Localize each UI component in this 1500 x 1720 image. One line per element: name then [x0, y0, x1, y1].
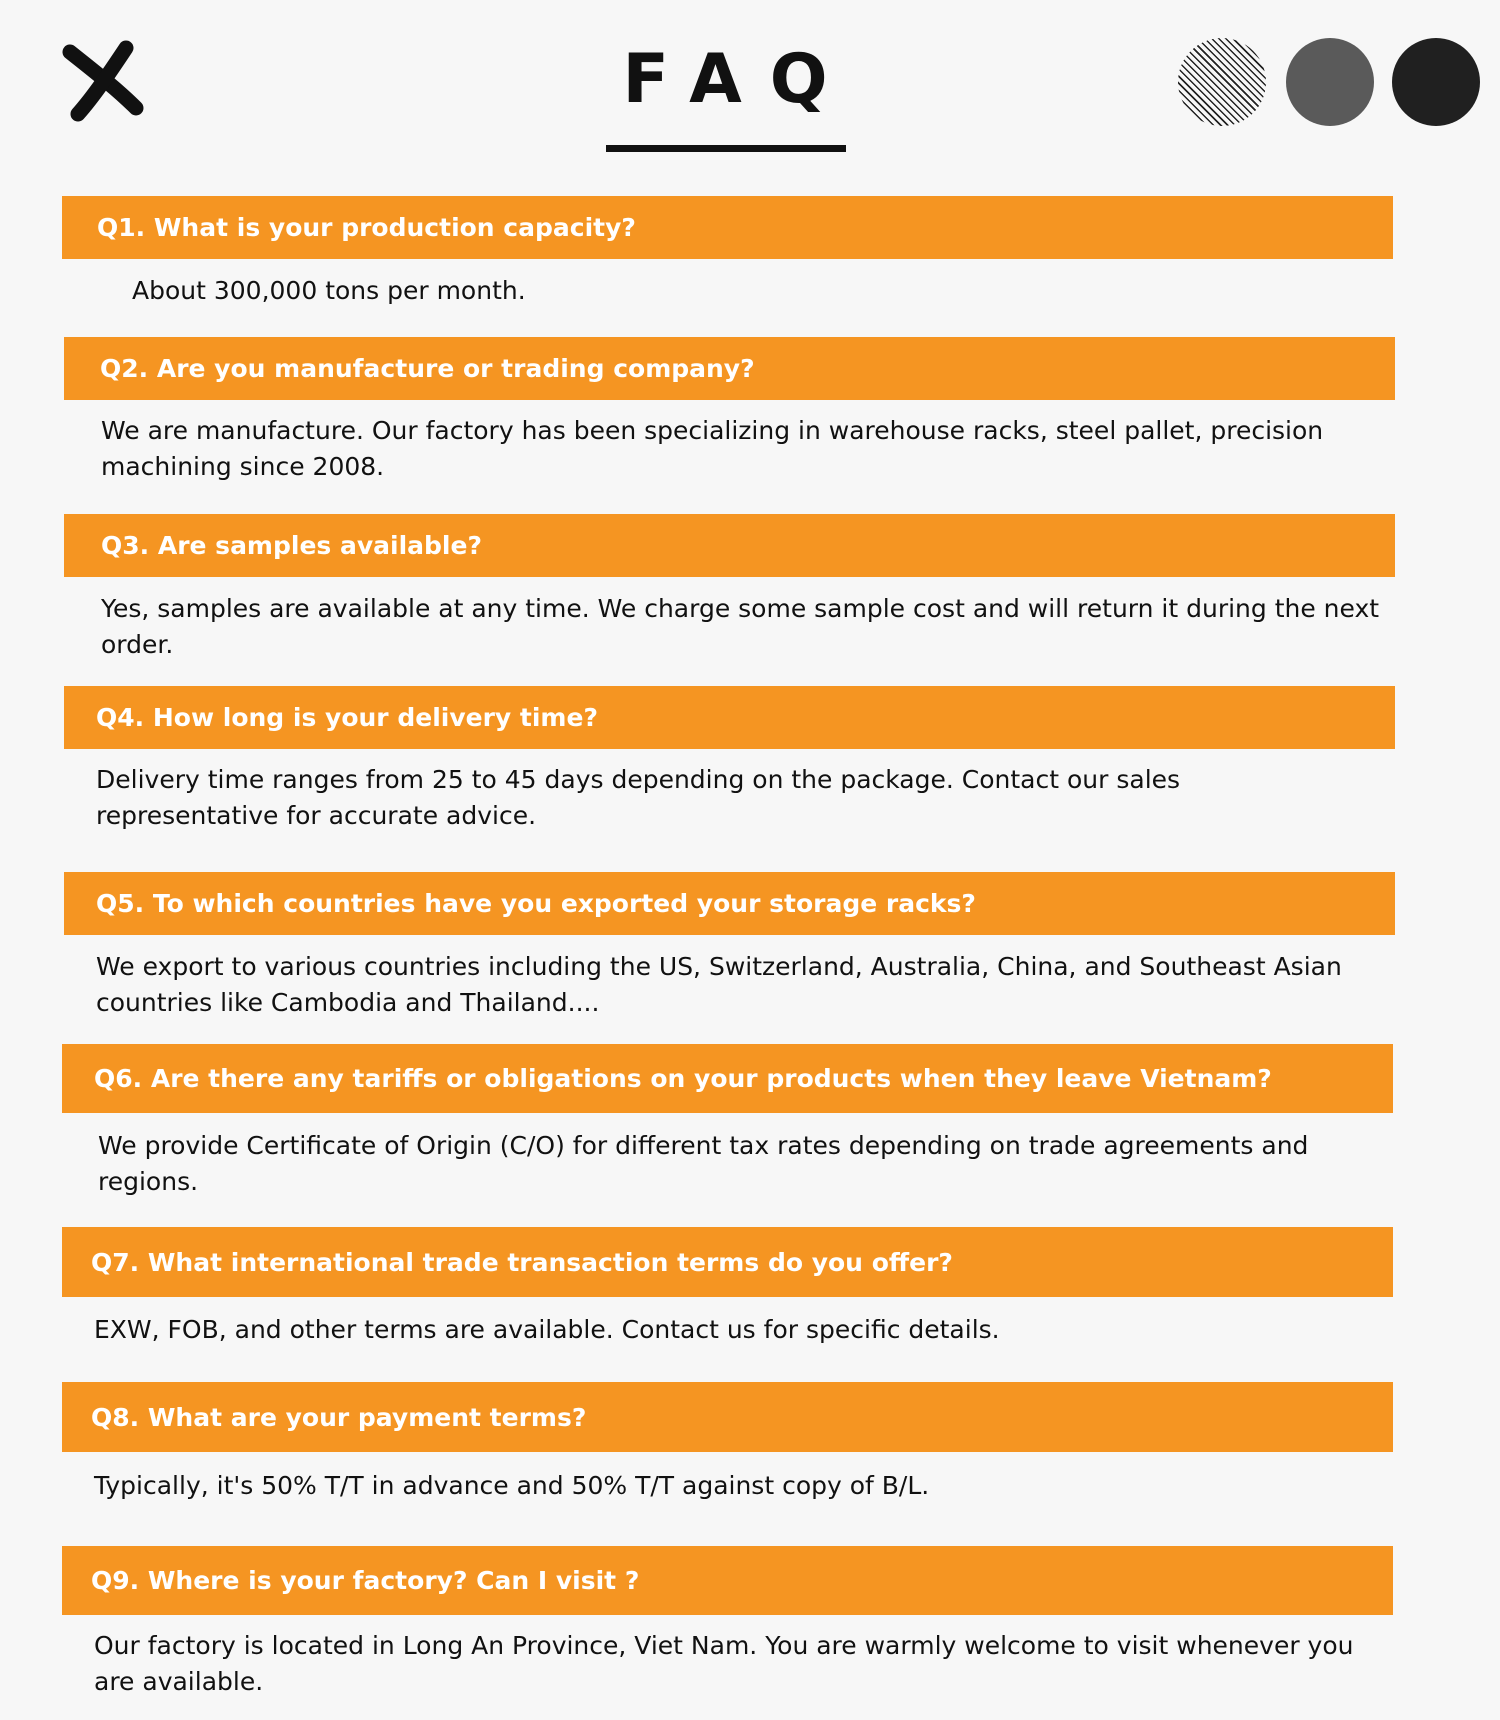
page-title: FAQ [622, 40, 856, 119]
faq-answer: Delivery time ranges from 25 to 45 days depending on the package. Contact our sales representative for accurate advice. [96, 765, 1181, 830]
dark-circle-icon [1392, 38, 1480, 126]
faq-question [64, 872, 1395, 935]
faq-question-text: Q7. What international trade transaction terms do you offer? [91, 1247, 953, 1277]
faq-answer: Yes, samples are available at any time. We charge some sample cost and will return it during the next order. [101, 594, 1380, 659]
faq-question-text: Q4. How long is your delivery time? [96, 703, 598, 732]
faq-question-text: Q8. What are your payment terms? [91, 1402, 587, 1432]
faq-question-text: Q2. Are you manufacture or trading company? [100, 354, 755, 383]
faq-question [62, 1044, 1393, 1113]
faq-question-text: Q6. Are there any tariffs or obligations on your products when they leave Vietnam? [94, 1064, 1272, 1093]
title-underline [606, 145, 846, 152]
faq-answer: We export to various countries including the US, Switzerland, Australia, China, and Southeast Asian countries like Cambodia and Thailand.... [96, 952, 1342, 1017]
faq-question [64, 686, 1395, 749]
faq-question [62, 1546, 1393, 1615]
faq-answer: About 300,000 tons per month. [132, 276, 526, 305]
decorative-circles [1178, 38, 1478, 126]
faq-question [64, 337, 1395, 400]
faq-question [62, 1227, 1393, 1297]
faq-answer: EXW, FOB, and other terms are available. Contact us for specific details. [94, 1315, 1000, 1344]
faq-question-text: Q3. Are samples available? [101, 531, 482, 560]
faq-answer: Our factory is located in Long An Province, Viet Nam. You are warmly welcome to visit whenever you are available. [94, 1631, 1354, 1696]
gray-circle-icon [1286, 38, 1374, 126]
faq-question-text: Q1. What is your production capacity? [97, 213, 636, 242]
faq-question-text: Q9. Where is your factory? Can I visit ? [91, 1566, 640, 1595]
x-mark-icon [58, 38, 144, 124]
hatched-circle-icon [1178, 38, 1266, 126]
faq-answer: Typically, it's 50% T/T in advance and 50% T/T against copy of B/L. [94, 1471, 930, 1500]
faq-question-text: Q5. To which countries have you exported your storage racks? [96, 889, 976, 918]
faq-answer: We are manufacture. Our factory has been specializing in warehouse racks, steel pallet, precision machining since 2008. [101, 416, 1324, 481]
faq-question [62, 1382, 1393, 1452]
page-title-wrap [600, 35, 856, 125]
faq-answer: We provide Certificate of Origin (C/O) for different tax rates depending on trade agreements and regions. [98, 1131, 1309, 1196]
faq-question [62, 196, 1393, 259]
faq-question [64, 514, 1395, 577]
